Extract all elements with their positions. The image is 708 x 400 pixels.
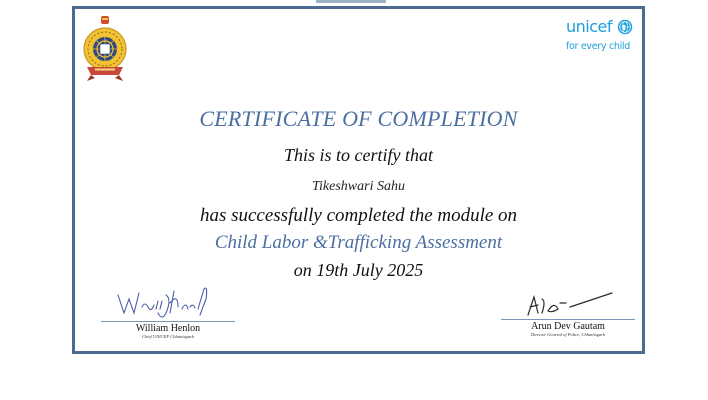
handwritten-signature-right [508, 289, 628, 319]
completion-date: on 19th July 2025 [293, 260, 424, 280]
certificate-frame [72, 6, 645, 354]
recipient-name: Tikeshwari Sahu [312, 179, 405, 194]
certify-line: This is to certify that [283, 145, 433, 165]
signatory-name-left: William Henlon [135, 323, 201, 334]
signature-block-right [501, 289, 635, 337]
signature-line-left [101, 321, 235, 322]
certificate-title: CERTIFICATE OF COMPLETION [199, 106, 518, 131]
unicef-logo [564, 17, 636, 57]
signatory-role-left: Chief UNICEF Chhattisgarh [142, 334, 194, 339]
signature-block-left [101, 281, 235, 339]
unicef-globe-icon [617, 19, 633, 35]
top-edge-marker [316, 0, 386, 3]
unicef-tagline: for every child [566, 41, 630, 52]
state-police-emblem-icon [81, 15, 129, 85]
signatory-role-right: Director General of Police, Chhattisgarh [530, 332, 606, 337]
unicef-wordmark: unicef [566, 17, 612, 36]
signatory-name-right: Arun Dev Gautam [531, 321, 605, 332]
module-name: Child Labor &Trafficking Assessment [214, 232, 503, 253]
handwritten-signature-left [108, 281, 228, 321]
completion-statement: has successfully completed the module on [199, 205, 518, 226]
signature-line-right [501, 319, 635, 320]
